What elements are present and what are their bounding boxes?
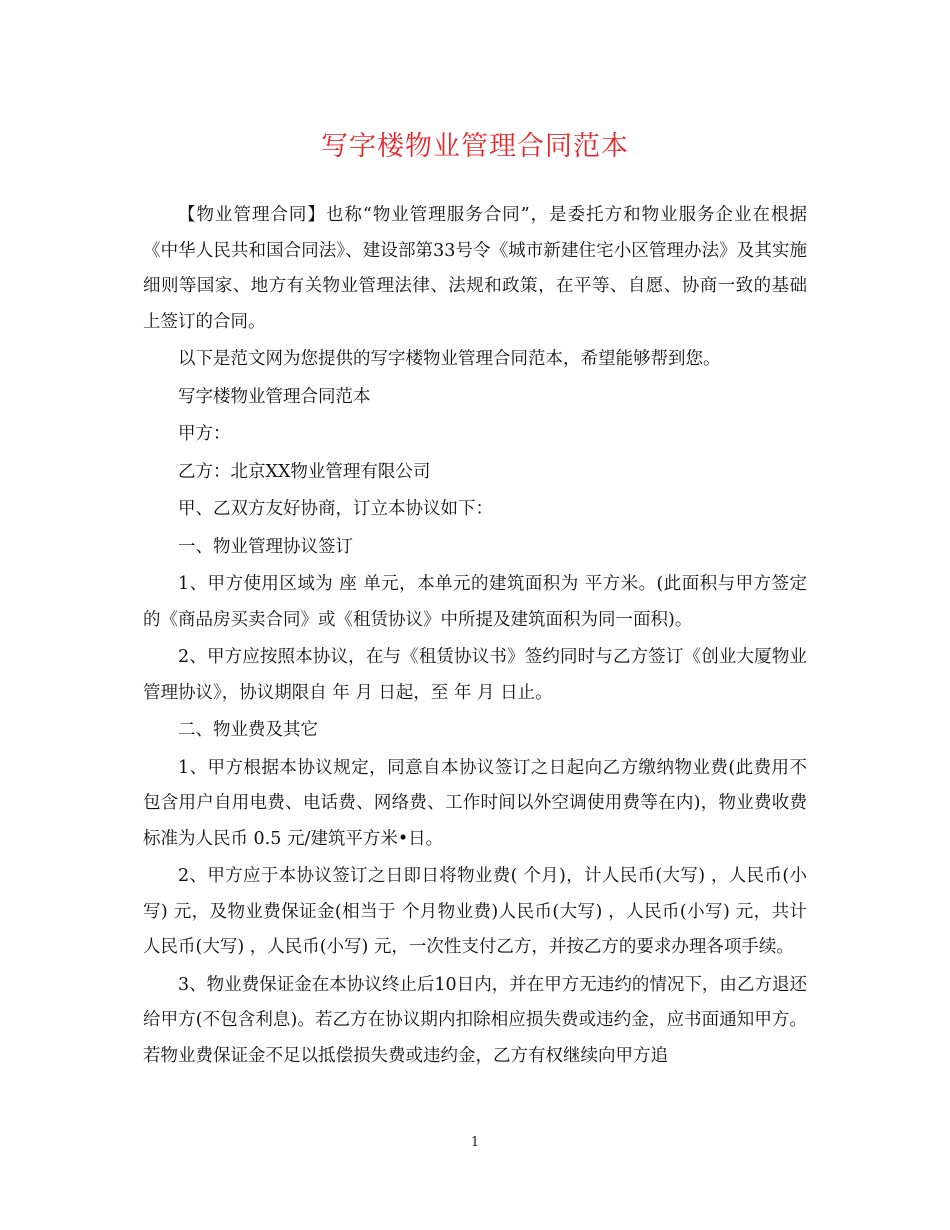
document-body <box>143 198 807 1076</box>
paragraph-intro: 【物业管理合同】也称“物业管理服务合同”，是委托方和物业服务企业在根据《中华人民共和国合同法》、建设部第33号令《城市新建住宅小区管理办法》及其实施细则等国家、地方有关物业管理法律、法规和政策，在平等、自愿、协商一致的基础上签订的合同。 <box>143 205 807 332</box>
clause-1-1: 1、甲方使用区域为 座 单元，本单元的建筑面积为 平方米。(此面积与甲方签定的《商品房买卖合同》或《租赁协议》中所提及建筑面积为同一面积)。 <box>143 574 807 630</box>
clause-2-1: 1、甲方根据本协议规定，同意自本协议签订之日起向乙方缴纳物业费(此费用不包含用户自用电费、电话费、网络费、工作时间以外空调使用费等在内)，物业费收费标准为人民币 0.5 元/建筑平方米•日。 <box>143 757 807 849</box>
page-number: 1 <box>470 1135 480 1150</box>
paragraph-provided-by: 以下是范文网为您提供的写字楼物业管理合同范本，希望能够帮到您。 <box>178 349 721 369</box>
paragraph-agreement: 甲、乙双方友好协商，订立本协议如下： <box>178 499 493 519</box>
paragraph-party-b: 乙方：北京XX物业管理有限公司 <box>178 461 431 482</box>
paragraph-contract-name: 写字楼物业管理合同范本 <box>178 386 371 407</box>
section-heading-1: 一、物业管理协议签订 <box>178 536 353 557</box>
paragraph-party-a: 甲方： <box>178 424 231 444</box>
section-heading-2: 二、物业费及其它 <box>178 720 318 740</box>
clause-1-2: 2、甲方应按照本协议，在与《租赁协议书》签约同时与乙方签订《创业大厦物业管理协议》，协议期限自 年 月 日起，至 年 月 日止。 <box>143 647 807 703</box>
document-title: 写字楼物业管理合同范本 <box>321 131 629 162</box>
clause-2-2: 2、甲方应于本协议签订之日即日将物业费( 个月)，计人民币(大写) ，人民币(小写) 元，及物业费保证金(相当于 个月物业费)人民币(大写) ，人民币(小写) 元，共计人民币(大写) ，人民币(小写) 元，一次性支付乙方，并按乙方的要求办理各项手续。 <box>143 866 807 957</box>
clause-2-3: 3、物业费保证金在本协议终止后10日内，并在甲方无违约的情况下，由乙方退还给甲方(不包含利息)。若乙方在协议期内扣除相应损失费或违约金，应书面通知甲方。若物业费保证金不足以抵偿损失费或违约金，乙方有权继续向甲方追 <box>143 974 807 1066</box>
